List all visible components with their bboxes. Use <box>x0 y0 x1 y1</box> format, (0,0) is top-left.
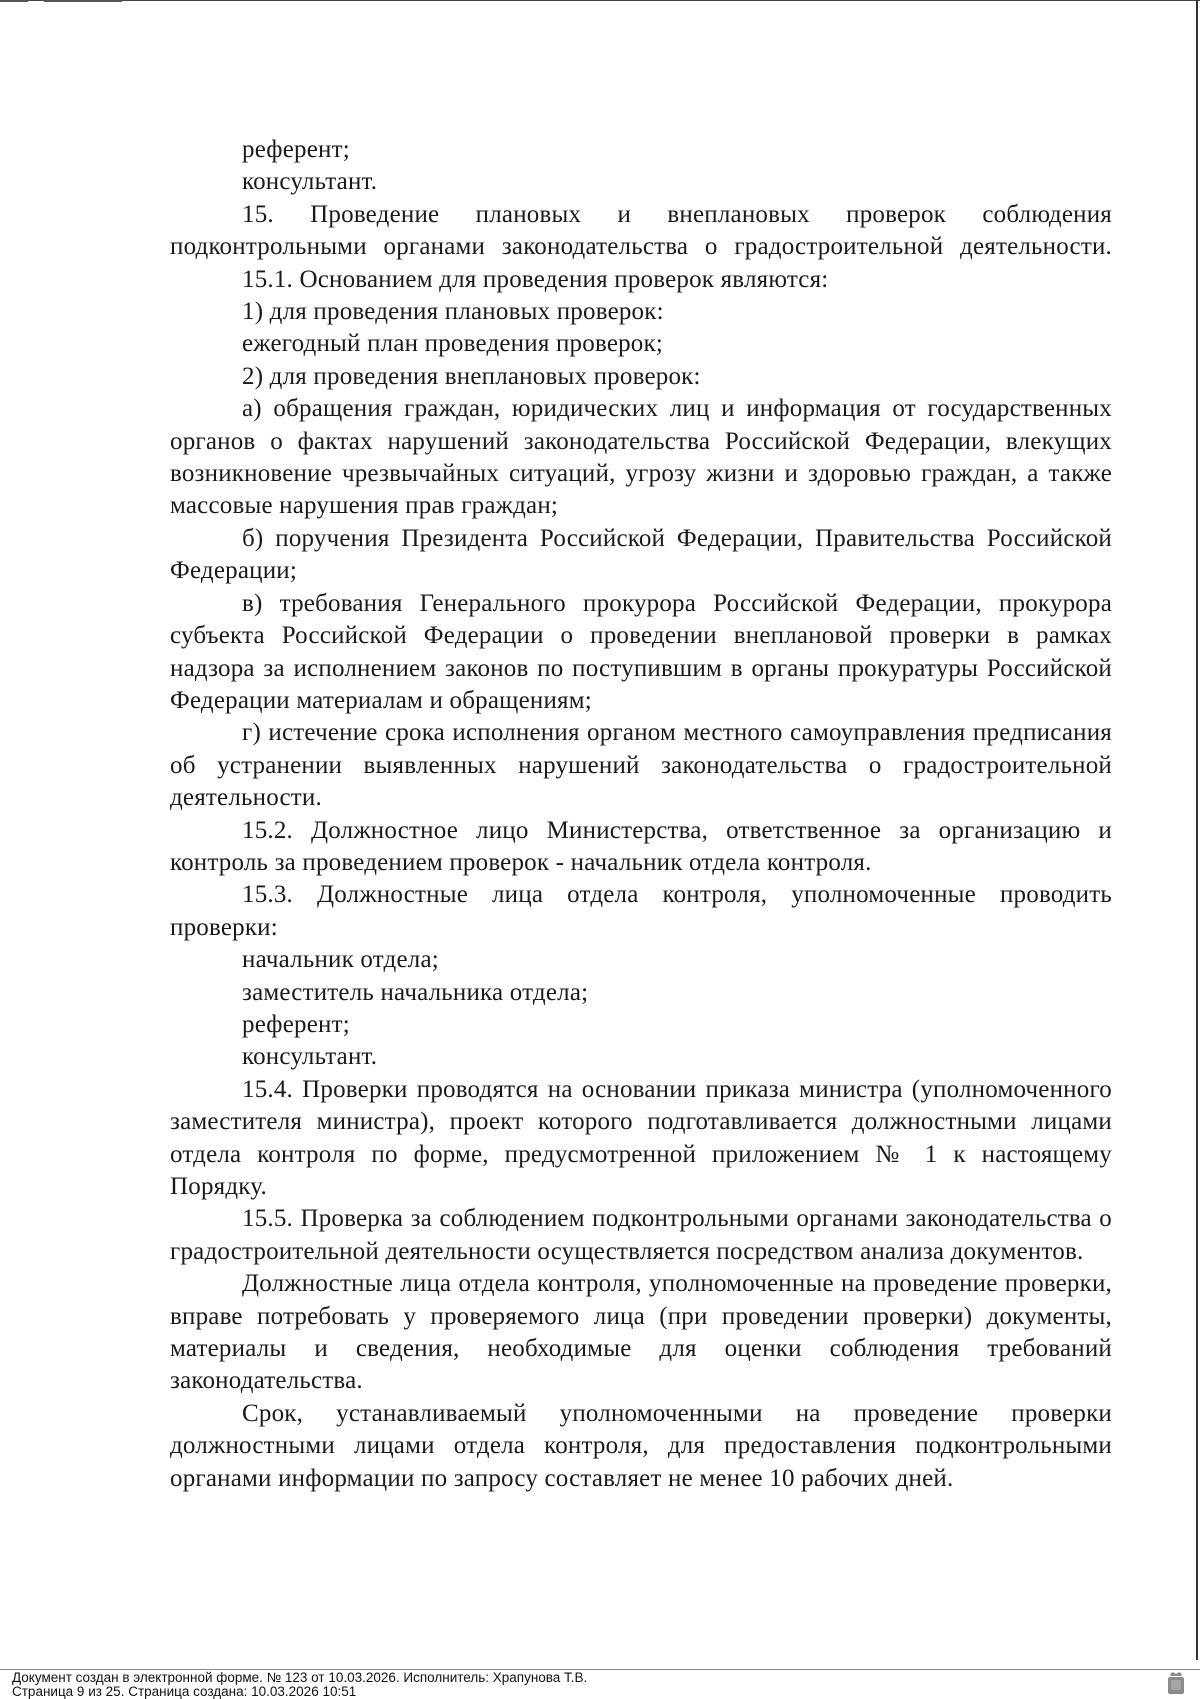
paragraph-referent: референт; <box>242 136 350 163</box>
paragraph-planned: 1) для проведения плановых проверок: <box>242 298 664 326</box>
footer-page-line: Страница 9 из 25. Страница создана: 10.03.2026 10:51 <box>12 1684 357 1699</box>
paragraph-term: Срок, устанавливаемый уполномоченными на проведение проверки должностными лицами отдела контроля, для предоставления подконтрольными органами информации по запросу составляет не менее 10 рабочих дней. <box>170 1399 1112 1492</box>
paragraph-unplanned: 2) для проведения внеплановых проверок: <box>242 362 701 390</box>
document-footer <box>0 1669 1200 1699</box>
paragraph-15-1: 15.1. Основанием для проведения проверок являются: <box>242 265 829 293</box>
paragraph-15-5: 15.5. Проверка за соблюдением подконтрольными органами законодательства о градостроительной деятельности осуществляется посредством анализа документов. <box>170 1205 1112 1265</box>
paragraph-officials: Должностные лица отдела контроля, уполномоченные на проведение проверки, вправе потребовать у проверяемого лица (при проведении проверки) документы, материалы и сведения, необходимые для оценки соблюдения требований законодательства. <box>170 1270 1112 1395</box>
footer-creation-line: Документ создан в электронной форме. № 123 от 10.03.2026. Исполнитель: Храпунова Т.В. <box>12 1670 588 1685</box>
coat-of-arms-icon <box>1166 1671 1186 1696</box>
paragraph-consultant: консультант. <box>242 168 378 196</box>
paragraph-15-3: 15.3. Должностные лица отдела контроля, уполномоченные проводить проверки: <box>170 881 1112 941</box>
top-edge-mark <box>0 0 28 2</box>
footer-text <box>12 1671 587 1699</box>
paragraph-a: а) обращения граждан, юридических лиц и информация от государственных органов о фактах нарушений законодательства Российской Федерации, влекущих возникновение чрезвычайных ситуаций, угрозу жизни и здоровью граждан, а также массовые нарушения прав граждан; <box>170 395 1112 520</box>
paragraph-g: г) истечение срока исполнения органом местного самоуправления предписания об устранении выявленных нарушений законодательства о градостроительной деятельности. <box>170 719 1112 812</box>
right-edge-line <box>1196 0 1198 1660</box>
paragraph-head: начальник отдела; <box>242 946 439 974</box>
paragraph-deputy: заместитель начальника отдела; <box>242 978 589 1006</box>
document-body <box>170 134 1112 1495</box>
paragraph-annual-plan: ежегодный план проведения проверок; <box>242 330 664 358</box>
paragraph-15-2: 15.2. Должностное лицо Министерства, ответственное за организацию и контроль за проведением проверок - начальник отдела контроля. <box>170 816 1112 876</box>
paragraph-consultant-2: консультант. <box>242 1043 378 1071</box>
paragraph-15-4: 15.4. Проверки проводятся на основании приказа министра (уполномоченного заместителя министра), проект которого подготавливается должностными лицами отдела контроля по форме, предусмотренной приложением № 1 к настоящему Порядку. <box>170 1075 1112 1200</box>
paragraph-b: б) поручения Президента Российской Федерации, Правительства Российской Федерации; <box>170 524 1112 585</box>
paragraph-v: в) требования Генерального прокурора Российской Федерации, прокурора субъекта Российской Федерации о проведении внеплановой проверки в рамках надзора за исполнением законов по поступившим в органы прокуратуры Российской Федерации материалам и обращениям; <box>170 589 1112 714</box>
top-edge-line <box>0 0 1200 1</box>
paragraph-referent-2: референт; <box>242 1010 350 1038</box>
paragraph-15: 15. Проведение плановых и внеплановых проверок соблюдения подконтрольными органами законодательства о градостроительной деятельности. <box>170 200 1112 261</box>
top-edge-mark <box>44 0 122 2</box>
